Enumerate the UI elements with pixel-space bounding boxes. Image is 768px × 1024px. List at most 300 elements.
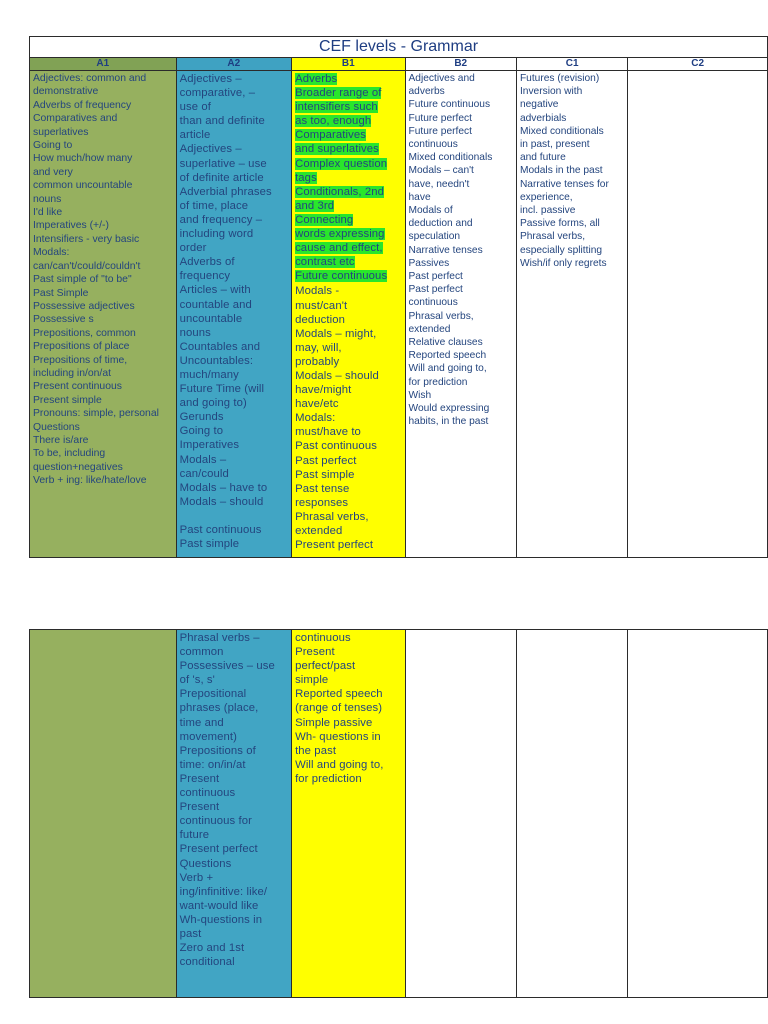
list-item-text: responses xyxy=(295,496,349,509)
list-item xyxy=(180,340,288,354)
list-item-text: Adjectives – xyxy=(179,143,242,156)
list-item-text: Adjectives – xyxy=(179,73,242,85)
list-item xyxy=(180,871,288,885)
list-item xyxy=(180,128,288,142)
cell-b2-continued xyxy=(405,630,516,998)
list-item xyxy=(409,376,513,389)
list-item-text: Imperatives (+/-) xyxy=(33,220,109,232)
list-item xyxy=(180,114,288,128)
cell-b1-continued xyxy=(292,630,405,998)
list-item xyxy=(33,206,173,219)
list-item-text: I'd like xyxy=(33,207,63,219)
header-a1: A1 xyxy=(30,58,177,71)
list-item xyxy=(180,857,288,871)
list-item-text: Present xyxy=(295,646,335,659)
list-item xyxy=(180,687,288,701)
list-item xyxy=(180,758,288,772)
list-item-text: Phrasal verbs – xyxy=(179,632,260,644)
list-item-text: Present continuous xyxy=(33,381,122,393)
list-item xyxy=(295,411,401,425)
list-item-text: for prediction xyxy=(295,772,362,785)
list-item-text: Prepositions, common xyxy=(33,327,136,339)
list-item xyxy=(180,481,288,495)
list-item xyxy=(409,336,513,349)
list-item-text: probably xyxy=(295,355,340,368)
list-item-text: Modals – xyxy=(179,453,227,466)
list-item-text: Adverbs xyxy=(295,73,338,85)
list-item-text: cause and effect, xyxy=(295,242,383,255)
list-item-text: Broader range of xyxy=(295,87,382,100)
list-item-text: article xyxy=(179,129,211,142)
list-item-text: intensifiers such xyxy=(295,101,378,114)
list-item xyxy=(33,166,173,179)
list-item xyxy=(295,355,401,369)
list-item-text: tags xyxy=(295,171,317,184)
list-item-text: Future perfect xyxy=(408,125,472,137)
list-item xyxy=(180,171,288,185)
list-item-text: Present perfect xyxy=(179,843,258,856)
cell-c1 xyxy=(516,71,627,558)
list-item-text: adverbs xyxy=(408,86,445,98)
list-item-text: Past perfect xyxy=(295,454,357,467)
list-item-text: as too, enough xyxy=(295,115,372,128)
list-item-text: contrast etc xyxy=(295,256,355,269)
list-item-text: Questions xyxy=(33,421,80,433)
list-item-text: uncountable xyxy=(179,312,243,325)
list-item xyxy=(520,164,624,177)
list-item xyxy=(180,298,288,312)
list-item xyxy=(520,204,624,217)
list-item xyxy=(33,367,173,380)
list-item xyxy=(180,86,288,100)
list-item-text: Modals - xyxy=(295,285,340,298)
page-title: CEF levels - Grammar xyxy=(30,37,768,58)
list-item xyxy=(409,362,513,375)
list-item xyxy=(520,230,624,243)
list-item-text: Reported speech xyxy=(295,688,383,701)
list-item-text: Adjectives and xyxy=(408,73,475,84)
list-item xyxy=(409,178,513,191)
list-item-text: ing/infinitive: like/ xyxy=(179,885,268,898)
list-item-text: Possessive adjectives xyxy=(33,300,135,312)
list-item xyxy=(33,327,173,340)
list-item xyxy=(180,955,288,969)
list-item xyxy=(409,244,513,257)
list-item xyxy=(180,227,288,241)
list-item xyxy=(33,233,173,246)
list-item-text: Pronouns: simple, personal xyxy=(33,408,159,420)
list-item-text: Past simple of "to be" xyxy=(33,274,132,286)
list-item-text: superlative – use xyxy=(179,157,267,170)
list-item xyxy=(520,217,624,230)
list-item xyxy=(33,260,173,273)
list-item xyxy=(180,213,288,227)
list-item xyxy=(520,138,624,151)
list-item-text: continuous xyxy=(408,139,458,151)
list-item xyxy=(295,468,401,482)
list-item xyxy=(180,786,288,800)
list-item-text: Mixed conditionals xyxy=(408,152,493,164)
list-item xyxy=(295,673,401,687)
list-item-text: time and xyxy=(179,716,224,729)
list-item xyxy=(295,142,401,156)
list-item-text: Prepositions of time, xyxy=(33,354,128,366)
list-item-text: Complex question xyxy=(295,157,388,170)
list-item-text: Prepositional xyxy=(179,688,247,701)
list-item xyxy=(180,899,288,913)
list-item xyxy=(33,126,173,139)
list-item-text: Past simple xyxy=(295,468,355,481)
list-item xyxy=(409,72,513,85)
list-item xyxy=(409,98,513,111)
list-item-text: Modals: xyxy=(33,247,70,259)
list-item-text: Futures (revision) xyxy=(519,73,600,84)
list-item-text: for prediction xyxy=(408,376,468,388)
list-item xyxy=(295,72,401,86)
list-item-text: Present xyxy=(179,772,220,785)
list-item xyxy=(295,114,401,128)
list-item-text: can/can't/could/couldn't xyxy=(33,260,141,272)
list-item-text: and frequency – xyxy=(179,213,263,226)
list-item xyxy=(295,631,401,645)
list-item-text: Modals – have to xyxy=(179,481,268,494)
list-item-text: Gerunds xyxy=(179,411,224,424)
list-item xyxy=(180,255,288,269)
list-item-text: Adverbial phrases xyxy=(179,185,272,198)
b1-list-continued xyxy=(292,630,404,786)
list-item xyxy=(295,524,401,538)
list-item xyxy=(33,219,173,232)
list-item xyxy=(180,72,288,86)
list-item xyxy=(295,772,401,786)
list-item-text: Phrasal verbs, xyxy=(295,510,369,523)
cell-c2-continued xyxy=(628,630,768,998)
list-item-text: Comparatives and xyxy=(33,113,118,125)
list-item xyxy=(295,185,401,199)
cell-b2 xyxy=(405,71,516,558)
list-item-text: Present xyxy=(179,801,220,814)
list-item-text: deduction xyxy=(295,313,345,326)
list-item xyxy=(295,227,401,241)
list-item xyxy=(33,99,173,112)
list-item xyxy=(33,434,173,447)
list-item-text: Future continuous xyxy=(295,270,388,283)
list-item-text: Simple passive xyxy=(295,716,373,729)
list-item xyxy=(180,828,288,842)
list-item xyxy=(33,380,173,393)
header-b1: B1 xyxy=(292,58,405,71)
list-item-text: have/etc xyxy=(295,398,339,411)
list-item xyxy=(295,341,401,355)
list-item-text: negative xyxy=(519,99,559,111)
list-item-text: Future Time (will xyxy=(179,383,265,396)
list-item xyxy=(180,523,288,537)
list-item xyxy=(520,85,624,98)
list-item-text: and 3rd xyxy=(295,199,335,212)
list-item-text: Past continuous xyxy=(179,523,262,536)
list-item xyxy=(295,199,401,213)
list-item-text: continuous xyxy=(295,632,351,644)
grammar-table-page-2 xyxy=(29,629,768,998)
list-item-text: words expressing xyxy=(295,228,385,241)
list-item xyxy=(295,327,401,341)
list-item xyxy=(295,687,401,701)
list-item xyxy=(295,730,401,744)
list-item-text: of 's, s' xyxy=(179,674,215,687)
list-item-text: including word xyxy=(179,228,254,241)
list-item xyxy=(295,482,401,496)
list-item-text: Past continuous xyxy=(295,440,377,453)
list-item xyxy=(33,273,173,286)
list-item xyxy=(295,659,401,673)
list-item xyxy=(33,340,173,353)
list-item-text: of definite article xyxy=(179,171,264,184)
list-item-text: continuous xyxy=(408,297,458,309)
list-item xyxy=(33,139,173,152)
list-item xyxy=(33,246,173,259)
list-item xyxy=(180,354,288,368)
list-item-text: of time, place xyxy=(179,199,249,212)
list-item xyxy=(520,244,624,257)
list-item xyxy=(180,927,288,941)
header-a2: A2 xyxy=(176,58,291,71)
list-item-text: superlatives xyxy=(33,126,89,138)
list-item-text: Possessives – use xyxy=(179,660,275,673)
list-item xyxy=(520,125,624,138)
list-item xyxy=(180,199,288,213)
list-item-text: habits, in the past xyxy=(408,416,489,428)
list-item xyxy=(180,814,288,828)
list-item xyxy=(180,185,288,199)
list-item xyxy=(409,217,513,230)
list-item xyxy=(33,394,173,407)
list-item-text: including in/on/at xyxy=(33,367,111,379)
list-item xyxy=(180,382,288,396)
list-item xyxy=(180,424,288,438)
list-item xyxy=(409,389,513,402)
list-item-text: Modals – can't xyxy=(408,165,474,177)
list-item-text: the past xyxy=(295,744,337,757)
list-item-text: (range of tenses) xyxy=(295,702,383,715)
list-item-text: may, will, xyxy=(295,341,342,354)
list-item-text: comparative, – xyxy=(179,87,256,100)
list-item-text: How much/how many xyxy=(33,153,133,165)
list-item-text: must/have to xyxy=(295,426,361,439)
list-item-text: Verb + ing: like/hate/love xyxy=(33,475,147,487)
list-item-text: in past, present xyxy=(519,139,590,151)
list-item-text: continuous for xyxy=(179,815,252,828)
list-item-text: use of xyxy=(179,101,211,114)
list-item-text: Verb + xyxy=(179,871,214,884)
list-item xyxy=(295,383,401,397)
list-item-text: Adjectives: common and xyxy=(33,73,147,84)
list-item xyxy=(180,100,288,114)
list-item xyxy=(180,396,288,410)
list-item xyxy=(295,758,401,772)
list-item-text: Present perfect xyxy=(295,539,374,552)
b1-list xyxy=(292,283,404,552)
c1-list xyxy=(517,71,627,270)
list-item-text: common uncountable xyxy=(33,180,133,192)
list-item xyxy=(180,368,288,382)
list-item xyxy=(180,716,288,730)
list-item xyxy=(295,701,401,715)
list-item xyxy=(33,354,173,367)
list-item xyxy=(409,85,513,98)
list-item xyxy=(33,421,173,434)
list-item xyxy=(409,191,513,204)
list-item-text: conditional xyxy=(179,956,235,969)
list-item-text: have/might xyxy=(295,384,352,397)
list-item-text: Countables and xyxy=(179,340,261,353)
list-item-text: Uncountables: xyxy=(179,354,254,367)
list-item xyxy=(409,125,513,138)
list-item xyxy=(180,730,288,744)
list-item-text: Relative clauses xyxy=(408,337,483,349)
list-item xyxy=(295,128,401,142)
list-item-text: Intensifiers - very basic xyxy=(33,233,140,245)
list-item xyxy=(295,369,401,383)
list-item-text: nouns xyxy=(33,193,62,205)
list-item xyxy=(295,439,401,453)
list-item xyxy=(520,72,624,85)
list-item xyxy=(33,152,173,165)
list-item-text: can/could xyxy=(179,467,229,480)
list-item-text: speculation xyxy=(408,231,461,243)
list-item xyxy=(409,270,513,283)
list-item xyxy=(33,72,173,85)
list-item xyxy=(520,178,624,191)
list-item xyxy=(409,164,513,177)
list-item-text: want-would like xyxy=(179,899,259,912)
list-item-text: have, needn't xyxy=(408,178,470,190)
list-item xyxy=(180,631,288,645)
list-item xyxy=(180,509,288,523)
list-item xyxy=(409,138,513,151)
list-item xyxy=(295,538,401,552)
list-item xyxy=(180,744,288,758)
list-item xyxy=(409,283,513,296)
list-item-text: movement) xyxy=(179,730,237,743)
list-item-text: Reported speech xyxy=(408,350,487,362)
list-item xyxy=(180,312,288,326)
list-item xyxy=(180,142,288,156)
list-item xyxy=(33,474,173,487)
list-item-text: Wish xyxy=(408,389,432,401)
list-item-text: Articles – with xyxy=(179,284,251,297)
list-item xyxy=(409,151,513,164)
list-item-text: Narrative tenses for xyxy=(519,178,609,190)
list-item xyxy=(295,157,401,171)
list-item xyxy=(33,407,173,420)
list-item xyxy=(33,112,173,125)
list-item xyxy=(180,913,288,927)
list-item-text: simple xyxy=(295,674,329,687)
list-item xyxy=(295,241,401,255)
list-item-text: Wish/if only regrets xyxy=(519,257,607,269)
list-item xyxy=(180,772,288,786)
list-item xyxy=(520,257,624,270)
list-item xyxy=(409,415,513,428)
b1-highlighted-list xyxy=(292,71,404,283)
list-item xyxy=(409,230,513,243)
list-item xyxy=(180,326,288,340)
list-item-text: incl. passive xyxy=(519,205,576,217)
list-item-text: time: on/in/at xyxy=(179,758,246,771)
list-item xyxy=(180,941,288,955)
list-item-text: Past perfect xyxy=(408,284,463,296)
list-item-text: future xyxy=(179,829,210,842)
list-item-text: and future xyxy=(519,152,566,164)
list-item-text: nouns xyxy=(179,326,211,339)
list-item-text: Past perfect xyxy=(408,271,463,283)
list-item-text: perfect/past xyxy=(295,660,356,673)
list-item xyxy=(295,213,401,227)
list-item xyxy=(409,349,513,362)
list-item-text: phrases (place, xyxy=(179,702,259,715)
list-item-text: continuous xyxy=(179,787,236,800)
list-item-text: question+negatives xyxy=(33,461,123,473)
list-item xyxy=(33,461,173,474)
list-item xyxy=(33,313,173,326)
list-item-text: Questions xyxy=(179,857,232,870)
list-item xyxy=(409,257,513,270)
list-item-text: have xyxy=(408,191,431,203)
list-item-text: past xyxy=(179,927,202,940)
list-item-text: countable and xyxy=(179,298,252,311)
list-item-text: experience, xyxy=(519,191,573,203)
list-item xyxy=(295,269,401,283)
list-item-text: extended xyxy=(295,525,343,537)
list-item xyxy=(409,310,513,323)
header-c1: C1 xyxy=(516,58,627,71)
list-item-text: Will and going to, xyxy=(408,363,487,375)
list-item-text: Phrasal verbs, xyxy=(519,231,586,243)
list-item xyxy=(295,284,401,298)
list-item xyxy=(409,204,513,217)
cell-c2 xyxy=(628,71,768,558)
list-item-text: Adverbs of xyxy=(179,256,235,269)
list-item xyxy=(33,179,173,192)
list-item xyxy=(33,85,173,98)
header-c2: C2 xyxy=(628,58,768,71)
list-item xyxy=(520,191,624,204)
list-item-text: and superlatives xyxy=(295,143,379,156)
list-item-text: Wh-questions in xyxy=(179,913,263,926)
list-item xyxy=(295,171,401,185)
grammar-table-page-1 xyxy=(29,36,768,558)
list-item-text: order xyxy=(179,242,207,255)
list-item-text: than and definite xyxy=(179,115,265,128)
list-item-text: Mixed conditionals xyxy=(519,125,604,137)
list-item-text: Passives xyxy=(408,257,450,269)
list-item-text: and very xyxy=(33,166,73,178)
list-item-text: Possessive s xyxy=(33,314,94,326)
list-item-text: extended xyxy=(408,323,451,335)
list-item xyxy=(180,283,288,297)
list-item-text: deduction and xyxy=(408,218,473,230)
list-item xyxy=(520,151,624,164)
list-item-text: Narrative tenses xyxy=(408,244,483,256)
list-item xyxy=(180,453,288,467)
list-item xyxy=(295,510,401,524)
list-item xyxy=(33,300,173,313)
list-item xyxy=(295,397,401,411)
cell-b1 xyxy=(292,71,405,558)
list-item xyxy=(180,241,288,255)
list-item xyxy=(33,447,173,460)
a2-list xyxy=(177,71,291,551)
